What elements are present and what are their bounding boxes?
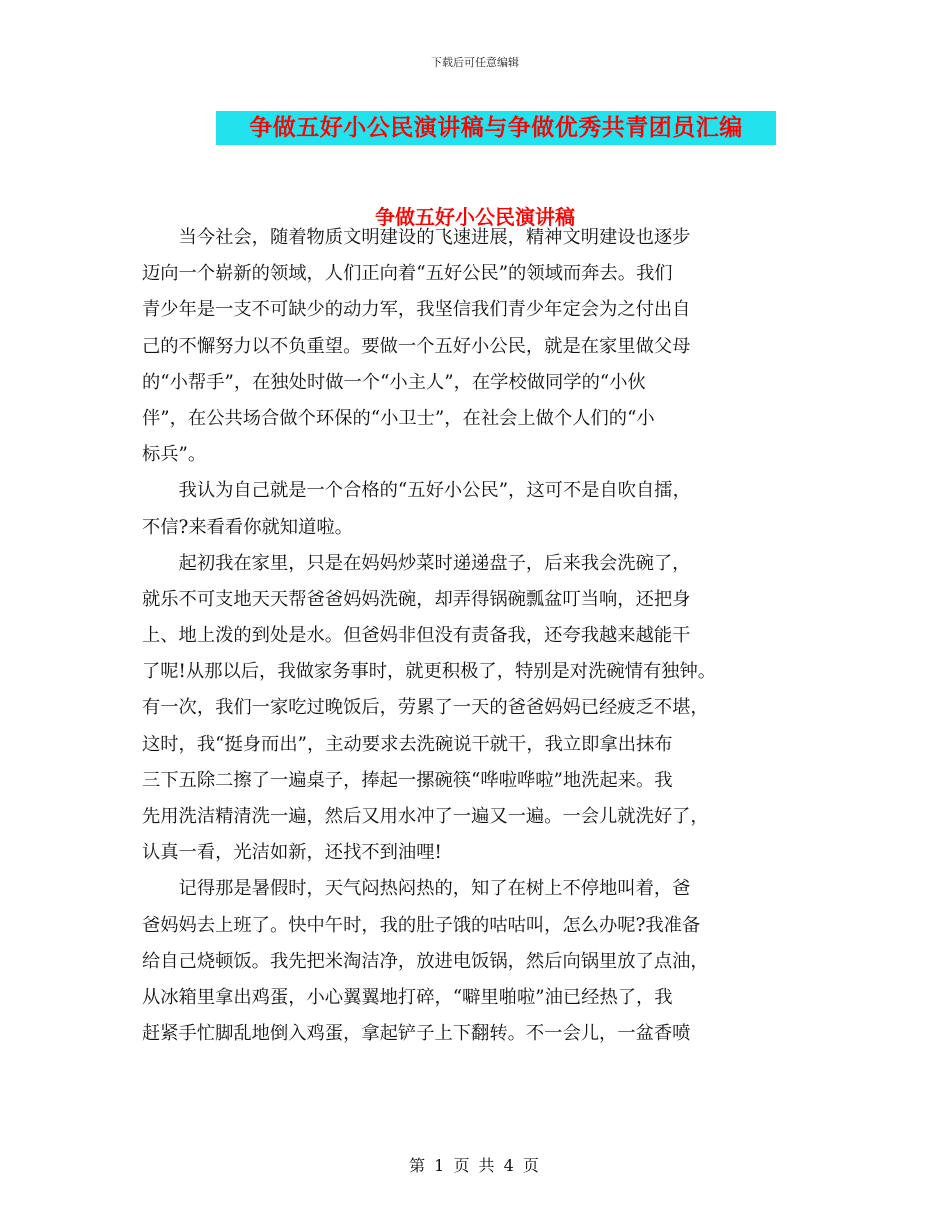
text-line: 己的不懈努力以不负重望。要做一个五好小公民，就是在家里做父母 [142, 335, 691, 357]
text-line: 记得那是暑假时，天气闷热闷热的，知了在树上不停地叫着，爸 [142, 878, 691, 900]
text-line: 认真一看，光洁如新，还找不到油哩! [142, 842, 442, 864]
document-title: 争做五好小公民演讲稿与争做优秀共青团员汇编 [249, 115, 743, 141]
page-footer: 第 1 页 共 4 页 [409, 1156, 541, 1175]
text-line: 伴”，在公共场合做个环保的“小卫士”，在社会上做个人们的“小 [142, 407, 655, 429]
text-line: 赶紧手忙脚乱地倒入鸡蛋，拿起铲子上下翻转。不一会儿，一盆香喷 [142, 1023, 691, 1045]
text-line: 给自己烧顿饭。我先把米淘洁净，放进电饭锅，然后向锅里放了点油， [142, 950, 709, 972]
header-note: 下载后可任意编辑 [431, 56, 519, 69]
text-line: 的“小帮手”，在独处时做一个“小主人”，在学校做同学的“小伙 [142, 371, 646, 393]
text-line: 不信?来看看你就知道啦。 [142, 516, 353, 538]
text-line: 这时，我“挺身而出”，主动要求去洗碗说干就干，我立即拿出抹布 [142, 733, 673, 755]
text-line: 先用洗洁精清洗一遍，然后又用水冲了一遍又一遍。一会儿就洗好了， [142, 806, 709, 827]
text-line: 有一次，我们一家吃过晚饭后，劳累了一天的爸爸妈妈已经疲乏不堪， [142, 697, 709, 719]
text-line: 从冰箱里拿出鸡蛋，小心翼翼地打碎，“噼里啪啦”油已经热了，我 [142, 986, 673, 1008]
section-title: 争做五好小公民演讲稿 [375, 205, 575, 229]
text-line: 青少年是一支不可缺少的动力军，我坚信我们青少年定会为之付出自 [142, 299, 691, 321]
text-line: 了呢!从那以后，我做家务事时，就更积极了，特别是对洗碗情有独钟。 [142, 661, 717, 683]
text-line: 起初我在家里，只是在妈妈炒菜时递递盘子，后来我会洗碗了， [142, 552, 691, 574]
text-line: 当今社会，随着物质文明建设的飞速进展，精神文明建设也逐步 [142, 227, 691, 248]
text-line: 爸妈妈去上班了。快中午时，我的肚子饿的咕咕叫，怎么办呢?我准备 [142, 914, 701, 936]
text-line: 标兵”。 [142, 444, 207, 466]
body-text [142, 220, 807, 1052]
text-line: 三下五除二擦了一遍桌子，捧起一摞碗筷“哗啦哗啦”地洗起来。我 [142, 769, 673, 791]
text-line: 就乐不可支地天天帮爸爸妈妈洗碗，却弄得锅碗瓢盆叮当响，还把身 [142, 588, 691, 610]
text-line: 上、地上泼的到处是水。但爸妈非但没有责备我，还夸我越来越能干 [142, 625, 691, 647]
text-line: 迈向一个崭新的领域，人们正向着“五好公民”的领域而奔去。我们 [142, 263, 673, 285]
text-line: 我认为自己就是一个合格的“五好小公民”，这可不是自吹自擂， [142, 480, 691, 502]
